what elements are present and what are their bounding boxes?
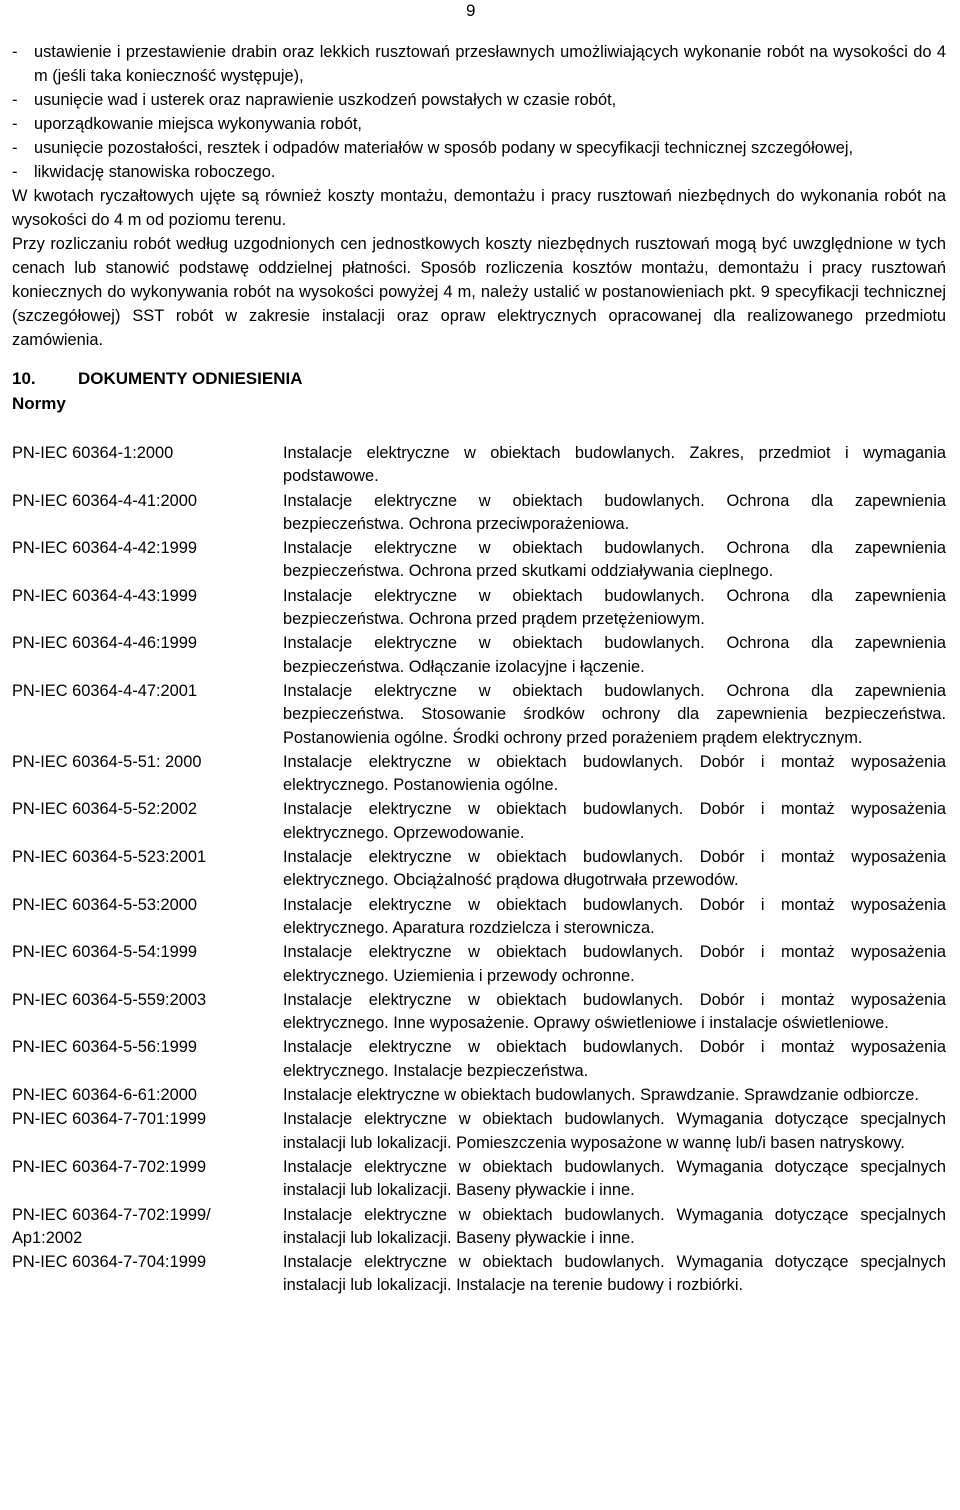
norm-description: Instalacje elektryczne w obiektach budowlanych. Sprawdzanie. Sprawdzanie odbiorcze. — [283, 1086, 919, 1105]
list-item: - likwidację stanowiska roboczego. — [12, 163, 276, 181]
norm-description: Instalacje elektryczne w obiektach budowlanych. Dobór i montaż wyposażenia elektrycznego. Uziemienia i przewody ochronne. — [283, 943, 946, 985]
page-number: 9 — [466, 1, 476, 20]
table-row — [12, 442, 946, 489]
norm-code: PN-IEC 60364-7-701:1999 — [12, 1110, 207, 1129]
table-row — [12, 536, 946, 584]
norms-table — [12, 442, 946, 1298]
document-body — [12, 40, 946, 1298]
norm-description: Instalacje elektryczne w obiektach budowlanych. Dobór i montaż wyposażenia elektrycznego. Postanowienia ogólne. — [283, 752, 946, 795]
table-row — [12, 1155, 946, 1203]
list-item: - usunięcie wad i usterek oraz naprawienie uszkodzeń powstałych w czasie robót, — [12, 91, 617, 109]
list-item: - usunięcie pozostałości, resztek i odpadów materiałów w sposób podany w specyfikacji technicznej szczegółowej, — [12, 139, 854, 157]
norm-description: Instalacje elektryczne w obiektach budowlanych. Wymagania dotyczące specjalnych instalacji lub lokalizacji. Baseny pływackie i inne. — [283, 1205, 946, 1247]
norm-code: PN-IEC 60364-4-43:1999 — [12, 586, 197, 605]
norm-description: Instalacje elektryczne w obiektach budowlanych. Wymagania dotyczące specjalnych instalacji lub lokalizacji. Instalacje na terenie budowy i rozbiórki. — [283, 1253, 946, 1295]
norm-description: Instalacje elektryczne w obiektach budowlanych. Ochrona dla zapewnienia bezpieczeństwa. Ochrona przed skutkami oddziaływania cieplnego. — [283, 539, 946, 581]
norm-code: PN-IEC 60364-6-61:2000 — [12, 1086, 197, 1105]
list-item: - ustawienie i przestawienie drabin oraz lekkich rusztowań przesławnych umożliwiających wykonanie robót na wysokości do 4 m (jeśli taka konieczność występuje), — [12, 43, 946, 85]
norm-code: PN-IEC 60364-4-47:2001 — [12, 681, 197, 700]
norm-code: PN-IEC 60364-7-702:1999/ Ap1:2002 — [12, 1205, 211, 1247]
norm-description: Instalacje elektryczne w obiektach budowlanych. Ochrona dla zapewnienia bezpieczeństwa. Ochrona przeciwporażeniowa. — [283, 491, 946, 533]
table-row — [12, 845, 946, 893]
norm-description: Instalacje elektryczne w obiektach budowlanych. Ochrona dla zapewnienia bezpieczeństwa. Stosowanie środków ochrony dla zapewnienia bezpieczeństwa. Postanowienia ogólne. Środki ochrony przed porażeniem prądem elektrycznym. — [283, 681, 946, 747]
norm-description: Instalacje elektryczne w obiektach budowlanych. Wymagania dotyczące specjalnych instalacji lub lokalizacji. Pomieszczenia wyposażone w wannę lub/i basen natryskowy. — [283, 1110, 946, 1152]
norm-code: PN-IEC 60364-5-53:2000 — [12, 895, 197, 914]
norm-description: Instalacje elektryczne w obiektach budowlanych. Ochrona dla zapewnienia bezpieczeństwa. Ochrona przed prądem przetężeniowym. — [283, 586, 946, 629]
norm-description: Instalacje elektryczne w obiektach budowlanych. Dobór i montaż wyposażenia elektrycznego. Inne wyposażenie. Oprawy oświetleniowe i instalacje oświetleniowe. — [283, 990, 946, 1033]
list-item: - uporządkowanie miejsca wykonywania robót, — [12, 115, 362, 133]
table-row — [12, 1035, 946, 1083]
norm-code: PN-IEC 60364-5-52:2002 — [12, 800, 197, 819]
norm-code: PN-IEC 60364-5-54:1999 — [12, 943, 197, 962]
norm-description: Instalacje elektryczne w obiektach budowlanych. Dobór i montaż wyposażenia elektrycznego. Aparatura rozdzielcza i sterownicza. — [283, 895, 946, 937]
norm-code: PN-IEC 60364-5-51: 2000 — [12, 752, 202, 771]
norm-description: Instalacje elektryczne w obiektach budowlanych. Dobór i montaż wyposażenia elektrycznego. Oprzewodowanie. — [283, 800, 946, 842]
table-row — [12, 584, 946, 632]
norm-code: PN-IEC 60364-4-46:1999 — [12, 634, 197, 653]
paragraph-scaffolding-costs: W kwotach ryczałtowych ujęte są również koszty montażu, demontażu i pracy rusztowań niezbędnych do wykonania robót na wysokości do 4 m od poziomu terenu. — [12, 187, 946, 229]
table-row — [12, 1203, 946, 1251]
norm-code: PN-IEC 60364-4-41:2000 — [12, 491, 197, 510]
paragraph-settlement: Przy rozliczaniu robót według uzgodnionych cen jednostkowych koszty niezbędnych rusztowań mogą być uwzględnione w tych cenach lub stanowić podstawę oddzielnej płatności. Sposób rozliczenia kosztów montażu, demontażu i pracy rusztowań koniecznych do wykonywania robót na wysokości powyżej 4 m, należy ustalić w postanowieniach pkt. 9 specyfikacji technicznej (szczegółowej) SST robót w zakresie instalacji oraz opraw elektrycznych opracowanej dla realizowanego przedmiotu zamówienia. — [12, 235, 946, 349]
norm-code: PN-IEC 60364-4-42:1999 — [12, 539, 197, 558]
norm-code: PN-IEC 60364-5-56:1999 — [12, 1038, 197, 1057]
table-row — [12, 1107, 946, 1155]
norm-description: Instalacje elektryczne w obiektach budowlanych. Ochrona dla zapewnienia bezpieczeństwa. Odłączanie izolacyjne i łączenie. — [283, 634, 946, 676]
table-row — [12, 797, 946, 845]
norm-description: Instalacje elektryczne w obiektach budowlanych. Wymagania dotyczące specjalnych instalacji lub lokalizacji. Baseny pływackie i inne. — [283, 1157, 946, 1200]
norm-description: Instalacje elektryczne w obiektach budowlanych. Dobór i montaż wyposażenia elektrycznego. Instalacje bezpieczeństwa. — [283, 1038, 946, 1080]
table-row — [12, 679, 946, 750]
table-row — [12, 893, 946, 941]
table-row — [12, 489, 946, 537]
norm-code: PN-IEC 60364-5-559:2003 — [12, 990, 207, 1009]
norm-code: PN-IEC 60364-7-702:1999 — [12, 1157, 207, 1176]
table-row — [12, 750, 946, 798]
section-number: 10. — [12, 369, 36, 388]
norm-description: Instalacje elektryczne w obiektach budowlanych. Dobór i montaż wyposażenia elektrycznego. Obciążalność prądowa długotrwała przewodów. — [283, 848, 946, 890]
norm-code: PN-IEC 60364-5-523:2001 — [12, 848, 207, 867]
section-subtitle: Normy — [12, 394, 66, 413]
norm-code: PN-IEC 60364-7-704:1999 — [12, 1253, 207, 1272]
norm-code: PN-IEC 60364-1:2000 — [12, 444, 174, 462]
table-row — [12, 1250, 946, 1298]
section-heading — [12, 367, 946, 391]
table-row — [12, 631, 946, 679]
section-title: DOKUMENTY ODNIESIENIA — [78, 369, 303, 388]
bullet-list — [12, 40, 946, 184]
table-row — [12, 1083, 946, 1107]
table-row — [12, 988, 946, 1036]
table-row — [12, 940, 946, 988]
norm-description: Instalacje elektryczne w obiektach budowlanych. Zakres, przedmiot i wymagania podstawowe. — [283, 444, 946, 486]
